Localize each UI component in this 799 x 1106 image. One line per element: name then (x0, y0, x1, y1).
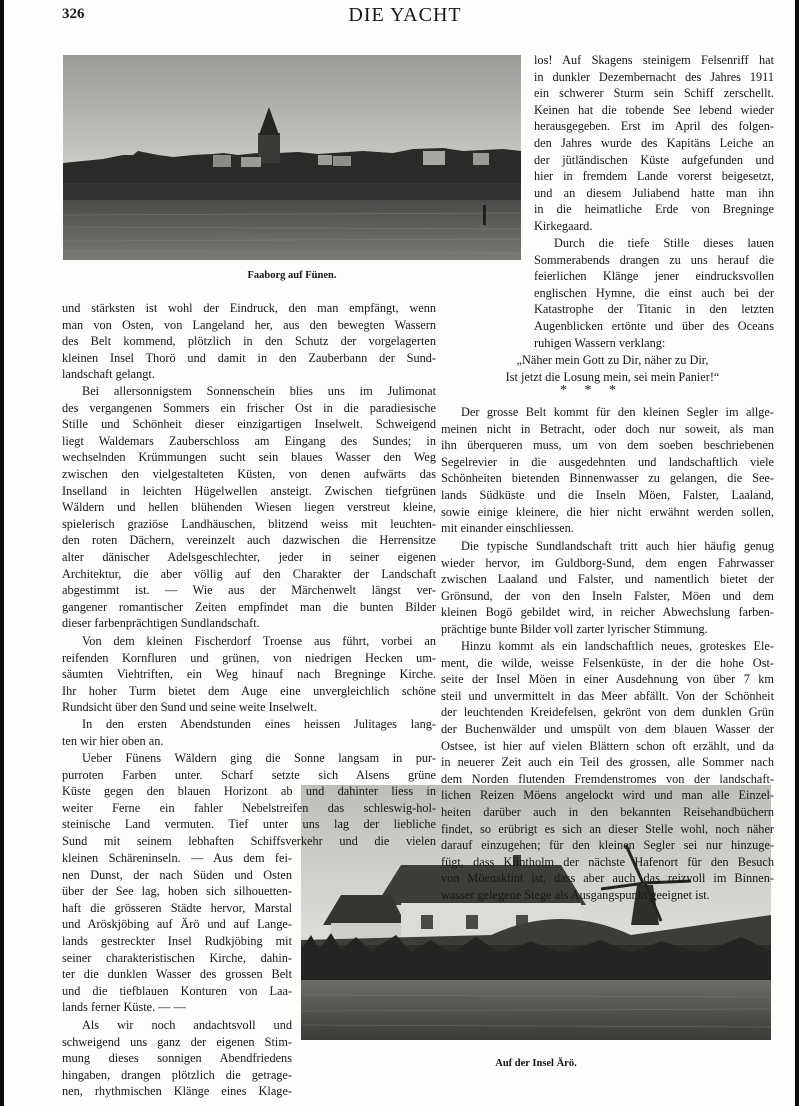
running-head: DIE YACHT (348, 4, 462, 26)
right-paragraph-3: Der grosse Belt kommt für den kleinen Segler im allge- meinen nicht in Betracht, oder doch nur soweit, als man ihn überqueren muss, um von dem soeben beschriebenen Segelrevier in die ausgedehnten und landschaftlich viele Schönheiten bietenden Binnenwasser zu gelangen, die See- lands Südküste und die Inseln Möen, Falster, Laaland, sowie einige kleinere, die hier nicht erwähnt werden sollen, mit einander einschliessen. (441, 405, 774, 536)
section-separator: * * * (560, 383, 616, 398)
right-paragraph-4: Die typische Sundlandschaft tritt auch hier häufig genug wieder hervor, im Guldborg-Sund, dem engen Fahrwasser zwischen Laaland und Falster, und namentlich bietet der Grönsund, der von den Inseln Falster, Möen und dem kleinen Bogö gebildet wird, in reicher Abwechslung farben- prächtige bunte Bilder voll zarter lyrischer Stimmung. (441, 539, 774, 636)
left-paragraph-1: und stärksten ist wohl der Eindruck, den man empfängt, wenn man von Osten, von Langeland her, aus den bewegten Wassern des Belt kommend, plötzlich in den Schutz der vorgelagerten kleinen Insel Thorö und damit in den Zauberbann der Sund- landschaft gelangt. (62, 301, 436, 382)
caption-aroe: Auf der Insel Ärö. (495, 1058, 577, 1069)
left-paragraph-5-narrow: kleinen Schäreninseln. — Aus dem fei- nen Dunst, der nach Süden und Osten über der See lag, hoben sich silhouetten- haft die grösseren Städte hervor, Marstal und Aröskjöbing auf Ärö und auf Lange- lands gestreckter Insel Rudkjöbing mit seiner charakteristischen Kirche, dahin- ter die dunklen Wasser des grossen Belt und die tiefblauen Konturen von Laa- lands ferner Küste. — — (62, 851, 292, 1015)
left-paragraph-4: In den ersten Abendstunden eines heissen Julitages lang- ten wir hier oben an. (62, 717, 436, 748)
caption-faaborg: Faaborg auf Fünen. (247, 270, 337, 281)
scan-border-right (795, 0, 799, 1106)
right-paragraph-1: los! Auf Skagens steinigem Felsenriff hat in dunkler Dezembernacht des Jahres 1911 ein schwerer Sturm sein Schiff zerschellt. Keinen hat die tobende See lebend wieder herausgegeben. Erst im April des folgen- den Jahres wurde des Kapitäns Leiche an der jütländischen Küste aufgefunden und hier in fremdem Lande vorerst beigesetzt, und an diesem Juliabend hatte man ihn in die heimatliche Erde von Bregninge Kirkegaard. (534, 53, 774, 233)
right-paragraph-2: Durch die tiefe Stille dieses lauen Sommerabends drangen zu uns herauf die feierlichen Klänge jener eindrucksvollen englischen Hymne, die einst auch bei der Katastrophe der Titanic in den letzten Augenblicken ertönte und über des Oceans ruhigen Wassern verklang: (534, 236, 774, 350)
scan-border-left (0, 0, 4, 1106)
page-number: 326 (62, 6, 85, 22)
photo-faaborg (63, 55, 521, 260)
right-paragraph-5: Hinzu kommt als ein landschaftlich neues, groteskes Ele- ment, die wilde, weisse Felsenküste, in der die hohe Ost- seite der Insel Möen in einer Ausdehnung von über 7 km steil und unvermittelt in das Meer abfällt. Von der Schönheit der leuchtenden Kreidefelsen, gekrönt von dem dunklen Grün der Buchenwälder und umspült von dem blauen Wasser der Ostsee, ist hier auf vielen Blättern schon oft erzählt, und da in neuerer Zeit auch ein Teil des grossen, alle Sommer nach dem Norden flutenden Fremdenstromes von der landschaft- lichen Reizen Möens angelockt wird und man alle Einzel- heiten darüber auch in den bekannten Reisehandbüchern findet, so erübrigt es sich an dieser Stelle wohl, noch näher darauf einzugehen; für den kleinen Segler sei nur hinzuge- fügt, dass Klintholm der nächste Hafenort für den Besuch von Möensklint ist, dass aber auch das reizvoll im Binnen- wasser gelegene Stege als Ausgangspunkt geeignet ist. (441, 639, 774, 902)
hymn-verse: „Näher mein Gott zu Dir, näher zu Dir, Ist jetzt die Losung mein, sei mein Panier!“ (505, 353, 720, 384)
left-paragraph-3: Von dem kleinen Fischerdorf Troense aus führt, vorbei an reifenden Kornfluren und grünen, von niedrigen Hecken um- säumten Viehtriften, ein Weg hinauf nach Bregninge Kirche. Ihr hoher Turm bietet dem Auge eine unvergleichlich schöne Rundsicht über den Sund und seine weite Inselwelt. (62, 634, 436, 715)
left-paragraph-5: Ueber Fünens Wäldern ging die Sonne langsam in pur- purroten Farben unter. Scharf setzte sich Alsens grüne Küste gegen den blauen Horizont ab und dahinter liess in weiter Ferne ein fahler Nebelstreifen das schleswig-hol- steinische Land vermuten. Tief unter uns lag der liebliche Sund mit seinem lebhaften Schiffsverkehr und die vielen (62, 751, 436, 848)
left-paragraph-2: Bei allersonnigstem Sonnenschein blies uns im Julimonat des vergangenen Sommers ein frischer Ost in die paradiesische Stille und Schönheit dieser einzigartigen Inselwelt. Schweigend liegt Waldemars Zauberschloss am Eingang des Sundes; in wechselnden Krümmungen sucht sein blaues Wasser den Weg zwischen den vielgestalteten Küsten, von denen aufwärts das Inselland in leichten Hügelwellen ansteigt. Zwischen tiefgrünen Wäldern und hellen blühenden Wiesen liegen verstreut kleine, spielerisch graziöse Landhäuschen, blitzend weiss mit leuchten- den roten Dächern, vereinzelt auch dazwischen die Herrensitze alter dänischer Adelsgeschlechter, jeder in seiner eigenen Architektur, die aber völlig auf den Charakter der Landschaft abgestimmt ist. — Wie aus der Märchenwelt längst ver- gangener romantischer Zeiten empfindet man die bunten Bilder dieser farbenprächtigen Sundlandschaft. (62, 384, 436, 631)
left-paragraph-6: Als wir noch andachtsvoll und schweigend uns ganz der eigenen Stim- mung dieses sonnigen Abendfriedens hingaben, drangen plötzlich die getrage- nen, rhythmischen Klänge eines Klage- (62, 1018, 292, 1099)
